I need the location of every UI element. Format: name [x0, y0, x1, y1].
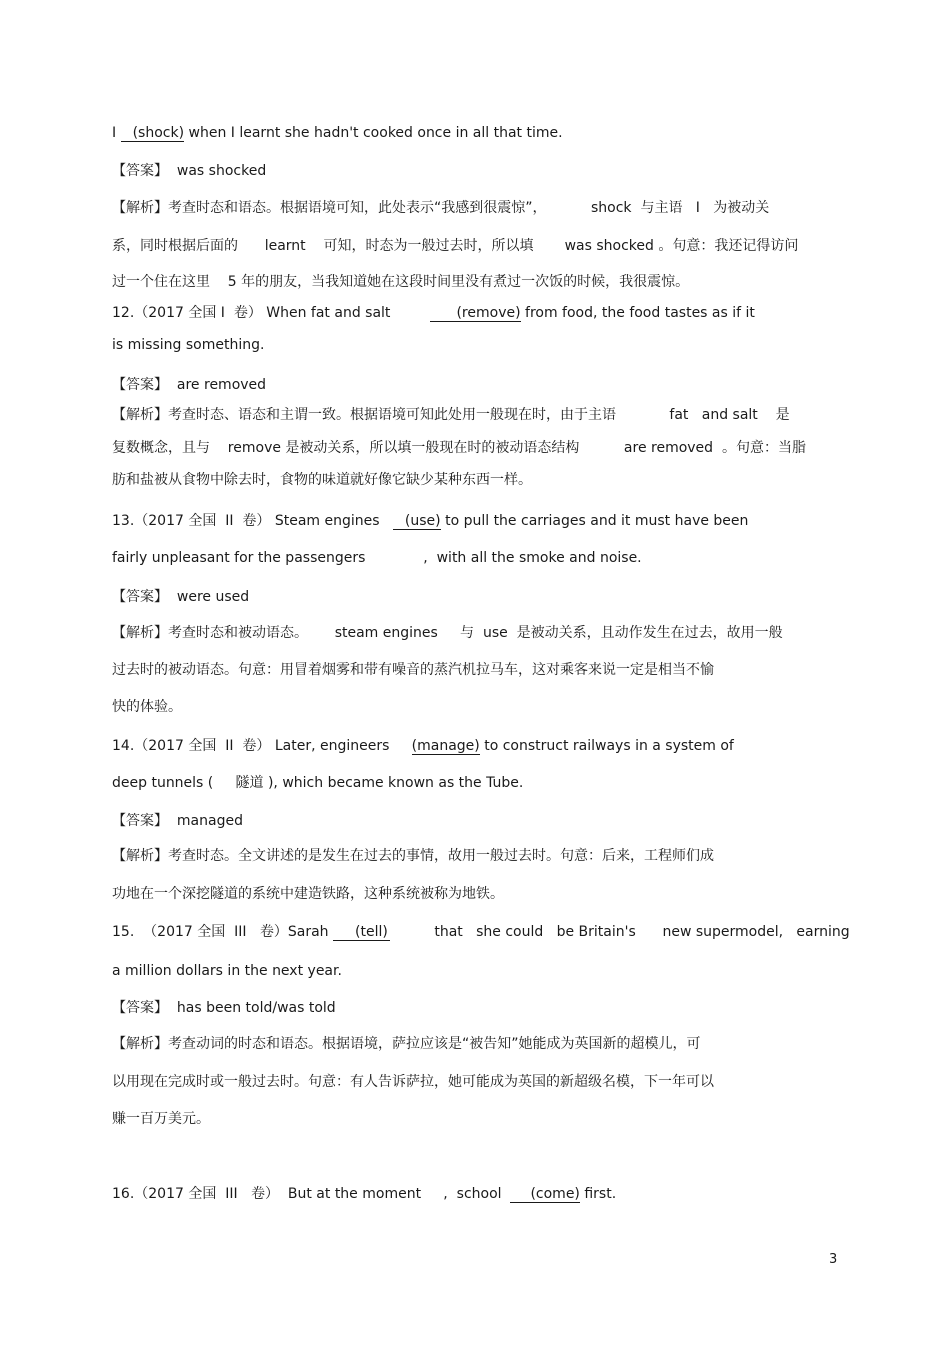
- answer-blank: (come): [510, 1186, 579, 1203]
- question-text: 14.（2017 全国 II 卷） Later, engineers (manage) to construct railways in a system of: [112, 738, 734, 754]
- answer-line: 【答案】 managed: [112, 813, 243, 829]
- analysis-line: 【解析】考查时态、语态和主谓一致。根据语境可知此处用一般现在时，由于主语 fat and salt 是: [112, 407, 790, 423]
- answer-line: 【答案】 has been told/was told: [112, 1000, 336, 1016]
- question-text: deep tunnels ( 隧道 ), which became known as the Tube.: [112, 775, 524, 791]
- answer-blank: (manage): [411, 738, 480, 754]
- question-text: 12.（2017 全国 I 卷） When fat and salt (remove) from food, the food tastes as if it: [112, 305, 755, 321]
- question-text: 15. （2017 全国 III 卷）Sarah (tell) that she could be Britain's new supermodel, earning: [112, 924, 850, 940]
- analysis-line: 赚一百万美元。: [112, 1111, 210, 1127]
- analysis-line: 过去时的被动语态。句意：用冒着烟雾和带有噪音的蒸汽机拉马车，这对乘客来说一定是相当不愉: [112, 662, 714, 678]
- question-text: a million dollars in the next year.: [112, 963, 342, 979]
- answer-line: 【答案】 are removed: [112, 377, 267, 393]
- analysis-line: 过一个住在这里 5 年的朋友，当我知道她在这段时间里没有煮过一次饭的时候，我很震惊。: [112, 274, 690, 290]
- answer-blank: (remove): [430, 305, 520, 322]
- question-text: fairly unpleasant for the passengers , with all the smoke and noise.: [112, 550, 642, 566]
- page-number: 3: [829, 1252, 838, 1267]
- analysis-line: 【解析】考查动词的时态和语态。根据语境，萨拉应该是“被告知”她能成为英国新的超模儿，可: [112, 1036, 701, 1052]
- analysis-line: 【解析】考查时态。全文讲述的是发生在过去的事情，故用一般过去时。句意：后来，工程师们成: [112, 848, 714, 864]
- answer-line: 【答案】 were used: [112, 589, 250, 605]
- question-text: 16.（2017 全国 III 卷） But at the moment , school (come) first.: [112, 1186, 617, 1202]
- analysis-line: 系，同时根据后面的 learnt 可知，时态为一般过去时，所以填 was shocked 。句意：我还记得访问: [112, 238, 799, 254]
- answer-blank: (shock): [121, 125, 184, 142]
- analysis-line: 复数概念，且与 remove 是被动关系，所以填一般现在时的被动语态结构 are removed 。句意：当脂: [112, 440, 806, 456]
- analysis-line: 【解析】考查时态和语态。根据语境可知，此处表示“我感到很震惊”， shock 与主语 I 为被动关: [112, 200, 770, 216]
- analysis-line: 肪和盐被从食物中除去时，食物的味道就好像它缺少某种东西一样。: [112, 472, 532, 488]
- analysis-line: 快的体验。: [112, 699, 182, 715]
- answer-blank: (use): [393, 513, 441, 530]
- analysis-line: 【解析】考查时态和被动语态。 steam engines 与 use 是被动关系，且动作发生在过去，故用一般: [112, 625, 783, 641]
- answer-line: 【答案】 was shocked: [112, 163, 267, 179]
- answer-blank: (tell): [333, 924, 390, 941]
- analysis-line: 以用现在完成时或一般过去时。句意：有人告诉萨拉，她可能成为英国的新超级名模，下一年可以: [112, 1074, 714, 1090]
- question-text: I (shock) when I learnt she hadn't cooked once in all that time.: [112, 125, 563, 141]
- question-text: is missing something.: [112, 337, 265, 353]
- question-text: 13.（2017 全国 II 卷） Steam engines (use) to pull the carriages and it must have been: [112, 513, 749, 529]
- analysis-line: 功地在一个深挖隧道的系统中建造铁路，这种系统被称为地铁。: [112, 886, 504, 902]
